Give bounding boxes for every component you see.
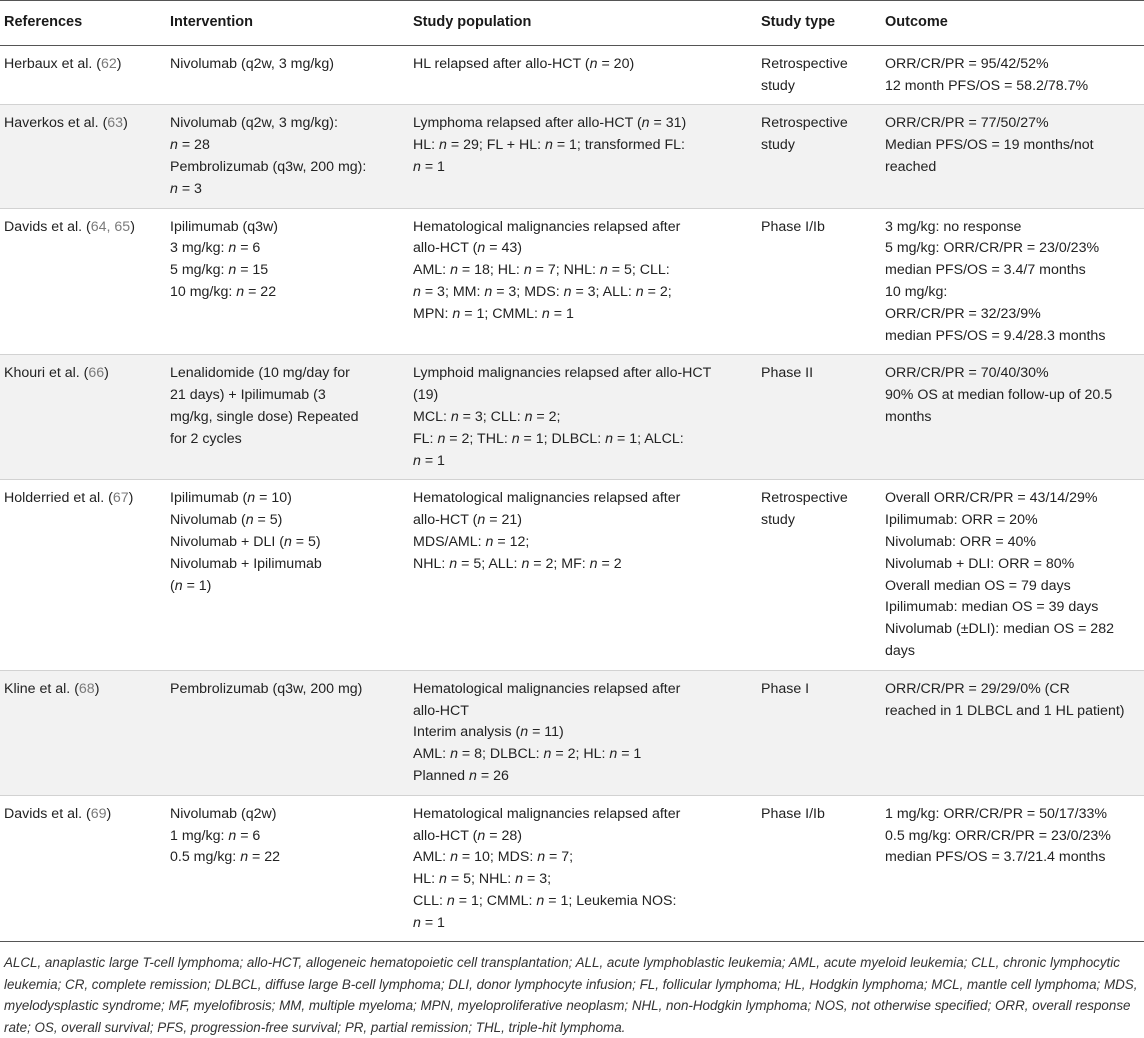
cell-line: median PFS/OS = 3.7/21.4 months bbox=[885, 849, 1106, 866]
intervention-cell bbox=[166, 208, 409, 355]
reference-number-link[interactable]: 66 bbox=[88, 365, 105, 382]
reference-author: Davids et al. ( bbox=[4, 805, 91, 822]
study-type-cell bbox=[757, 208, 881, 355]
cell-line: allo-HCT (n = 43) bbox=[413, 240, 522, 257]
cell-line: ORR/CR/PR = 70/40/30% bbox=[885, 365, 1049, 382]
cell-line: 3 mg/kg: no response bbox=[885, 218, 1022, 235]
cell-line: AML: n = 10; MDS: n = 7; bbox=[413, 849, 574, 866]
cell-line: Nivolumab + DLI (n = 5) bbox=[170, 533, 321, 550]
cell-line: months bbox=[885, 408, 932, 425]
reference-close: ) bbox=[94, 680, 100, 697]
cell-line: 90% OS at median follow-up of 20.5 bbox=[885, 387, 1113, 404]
cell-line: MDS/AML: n = 12; bbox=[413, 533, 530, 550]
reference-close: ) bbox=[104, 365, 109, 382]
reference-close: ) bbox=[116, 55, 122, 72]
intervention-cell bbox=[166, 45, 409, 105]
cell-line: Nivolumab + Ipilimumab bbox=[170, 555, 322, 572]
cell-line: Nivolumab (n = 5) bbox=[170, 512, 283, 529]
reference-author: Holderried et al. ( bbox=[4, 490, 113, 507]
cell-line: Pembrolizumab (q3w, 200 mg) bbox=[170, 680, 363, 697]
cell-line: Hematological malignancies relapsed after bbox=[413, 490, 681, 507]
cell-line: Pembrolizumab (q3w, 200 mg): bbox=[170, 158, 367, 175]
cell-line: Phase II bbox=[761, 365, 814, 382]
cell-line: 5 mg/kg: ORR/CR/PR = 23/0/23% bbox=[885, 240, 1100, 257]
cell-line: reached bbox=[885, 158, 937, 175]
cell-line: Lenalidomide (10 mg/day for bbox=[170, 365, 350, 382]
cell-line: 10 mg/kg: n = 22 bbox=[170, 283, 277, 300]
population-cell bbox=[409, 670, 757, 795]
intervention-cell bbox=[166, 795, 409, 942]
cell-line: Planned n = 26 bbox=[413, 767, 509, 784]
cell-line: Nivolumab + DLI: ORR = 80% bbox=[885, 555, 1075, 572]
outcome-cell bbox=[881, 355, 1144, 480]
reference-number-link[interactable]: 63 bbox=[107, 115, 124, 132]
reference-author: Khouri et al. ( bbox=[4, 365, 89, 382]
intervention-cell bbox=[166, 480, 409, 670]
reference-author: Haverkos et al. ( bbox=[4, 115, 108, 132]
cell-line: Nivolumab: ORR = 40% bbox=[885, 533, 1036, 550]
cell-line: Ipilimumab (q3w) bbox=[170, 218, 279, 235]
cell-line: Nivolumab (q2w, 3 mg/kg) bbox=[170, 55, 335, 72]
cell-line: median PFS/OS = 9.4/28.3 months bbox=[885, 327, 1106, 344]
table-row bbox=[0, 795, 1144, 942]
cell-line: 0.5 mg/kg: n = 22 bbox=[170, 849, 281, 866]
cell-line: Ipilimumab: median OS = 39 days bbox=[885, 599, 1099, 616]
cell-line: 3 mg/kg: n = 6 bbox=[170, 240, 261, 257]
cell-line: AML: n = 8; DLBCL: n = 2; HL: n = 1 bbox=[413, 746, 642, 763]
reference-cell bbox=[0, 355, 166, 480]
intervention-cell bbox=[166, 670, 409, 795]
cell-line: allo-HCT bbox=[413, 702, 469, 719]
study-type-cell bbox=[757, 670, 881, 795]
cell-line: Phase I/Ib bbox=[761, 218, 825, 235]
cell-line: 10 mg/kg: bbox=[885, 283, 948, 300]
study-type-cell bbox=[757, 355, 881, 480]
cell-line: Hematological malignancies relapsed after bbox=[413, 805, 681, 822]
header-references: References bbox=[0, 1, 166, 46]
header-study-population: Study population bbox=[409, 1, 757, 46]
table-body bbox=[0, 45, 1144, 942]
reference-number-link[interactable]: 69 bbox=[90, 805, 107, 822]
population-cell bbox=[409, 480, 757, 670]
cell-line: AML: n = 18; HL: n = 7; NHL: n = 5; CLL: bbox=[413, 262, 670, 279]
cell-line: Nivolumab (q2w, 3 mg/kg): bbox=[170, 115, 338, 132]
cell-line: MPN: n = 1; CMML: n = 1 bbox=[413, 305, 574, 322]
outcome-cell bbox=[881, 105, 1144, 208]
reference-cell bbox=[0, 105, 166, 208]
cell-line: n = 1 bbox=[413, 158, 445, 175]
reference-number-link[interactable]: 67 bbox=[112, 490, 129, 507]
table-row bbox=[0, 355, 1144, 480]
reference-author: Herbaux et al. ( bbox=[4, 55, 101, 72]
intervention-cell bbox=[166, 105, 409, 208]
cell-line: (19) bbox=[413, 387, 439, 404]
cell-line: 5 mg/kg: n = 15 bbox=[170, 262, 269, 279]
cell-line: FL: n = 2; THL: n = 1; DLBCL: n = 1; ALCL: bbox=[413, 430, 684, 447]
cell-line: 1 mg/kg: n = 6 bbox=[170, 827, 261, 844]
table-row bbox=[0, 105, 1144, 208]
cell-line: CLL: n = 1; CMML: n = 1; Leukemia NOS: bbox=[413, 892, 677, 909]
cell-line: Nivolumab (q2w) bbox=[170, 805, 277, 822]
cell-line: Hematological malignancies relapsed after bbox=[413, 680, 681, 697]
cell-line: Retrospective bbox=[761, 115, 848, 132]
cell-line: ORR/CR/PR = 29/29/0% (CR bbox=[885, 680, 1070, 697]
population-cell bbox=[409, 795, 757, 942]
cell-line: reached in 1 DLBCL and 1 HL patient) bbox=[885, 702, 1125, 719]
cell-line: Retrospective bbox=[761, 55, 848, 72]
cell-line: NHL: n = 5; ALL: n = 2; MF: n = 2 bbox=[413, 555, 622, 572]
reference-cell bbox=[0, 795, 166, 942]
study-type-cell bbox=[757, 795, 881, 942]
cell-line: (n = 1) bbox=[170, 577, 212, 594]
study-type-cell bbox=[757, 45, 881, 105]
table-row bbox=[0, 45, 1144, 105]
cell-line: Retrospective bbox=[761, 490, 848, 507]
cell-line: HL: n = 5; NHL: n = 3; bbox=[413, 871, 552, 888]
cell-line: 12 month PFS/OS = 58.2/78.7% bbox=[885, 77, 1089, 94]
outcome-cell bbox=[881, 480, 1144, 670]
cell-line: 0.5 mg/kg: ORR/CR/PR = 23/0/23% bbox=[885, 827, 1111, 844]
study-type-cell bbox=[757, 105, 881, 208]
cell-line: 21 days) + Ipilimumab (3 bbox=[170, 387, 326, 404]
cell-line: Lymphoid malignancies relapsed after allo-HCT bbox=[413, 365, 712, 382]
reference-cell bbox=[0, 45, 166, 105]
reference-close: ) bbox=[106, 805, 112, 822]
table-row bbox=[0, 670, 1144, 795]
cell-line: Nivolumab (±DLI): median OS = 282 bbox=[885, 621, 1114, 638]
table-row bbox=[0, 480, 1144, 670]
population-cell bbox=[409, 208, 757, 355]
cell-line: study bbox=[761, 512, 795, 529]
cell-line: study bbox=[761, 137, 795, 154]
cell-line: Median PFS/OS = 19 months/not bbox=[885, 137, 1094, 154]
cell-line: days bbox=[885, 642, 915, 659]
cell-line: Overall median OS = 79 days bbox=[885, 577, 1071, 594]
cell-line: n = 28 bbox=[170, 137, 210, 154]
reference-number-link[interactable]: 62 bbox=[101, 55, 117, 72]
table-footnote: ALCL, anaplastic large T-cell lymphoma; allo-HCT, allogeneic hematopoietic cell transplantation; ALL, acute lymphoblastic leukemia; AML, acute myeloid leukemia; CLL, chronic lymphocytic leukemia; CR, complete remission; DLBCL, diffuse large B-cell lymphoma; DLI, donor lymphocyte infusion; FL, follicular lymphoma; HL, Hodgkin lymphoma; MCL, mantle cell lymphoma; MDS, myelodysplastic syndrome; MF, myelofibrosis; MM, multiple myeloma; MPN, myeloproliferative neoplasm; NHL, non-Hodgkin lymphoma; NOS, not otherwise specified; ORR, overall response rate; OS, overall survival; PFS, progression-free survival; PR, partial remission; THL, triple-hit lymphoma. bbox=[4, 955, 1138, 1035]
cell-line: Overall ORR/CR/PR = 43/14/29% bbox=[885, 490, 1098, 507]
cell-line: 1 mg/kg: ORR/CR/PR = 50/17/33% bbox=[885, 805, 1107, 822]
reference-close: ) bbox=[123, 115, 128, 132]
reference-number-link[interactable]: 68 bbox=[78, 680, 95, 697]
outcome-cell bbox=[881, 45, 1144, 105]
header-intervention: Intervention bbox=[166, 1, 409, 46]
cell-line: n = 3 bbox=[170, 180, 202, 197]
outcome-cell bbox=[881, 670, 1144, 795]
cell-line: ORR/CR/PR = 95/42/52% bbox=[885, 55, 1049, 72]
outcome-cell bbox=[881, 795, 1144, 942]
outcome-cell bbox=[881, 208, 1144, 355]
cell-line: MCL: n = 3; CLL: n = 2; bbox=[413, 408, 561, 425]
reference-cell bbox=[0, 208, 166, 355]
population-cell bbox=[409, 355, 757, 480]
cell-line: n = 3; MM: n = 3; MDS: n = 3; ALL: n = 2; bbox=[413, 283, 672, 300]
reference-close: ) bbox=[130, 218, 135, 235]
cell-line: Ipilimumab (n = 10) bbox=[170, 490, 292, 507]
cell-line: n = 1 bbox=[413, 914, 445, 931]
cell-line: Interim analysis (n = 11) bbox=[413, 724, 564, 741]
cell-line: Phase I bbox=[761, 680, 810, 697]
cell-line: for 2 cycles bbox=[170, 430, 242, 447]
cell-line: ORR/CR/PR = 32/23/9% bbox=[885, 305, 1041, 322]
population-cell bbox=[409, 45, 757, 105]
cell-line: mg/kg, single dose) Repeated bbox=[170, 408, 359, 425]
study-type-cell bbox=[757, 480, 881, 670]
cell-line: Ipilimumab: ORR = 20% bbox=[885, 512, 1038, 529]
cell-line: HL relapsed after allo-HCT (n = 20) bbox=[413, 55, 635, 72]
cell-line: allo-HCT (n = 28) bbox=[413, 827, 522, 844]
reference-number-link[interactable]: 64, 65 bbox=[90, 218, 131, 235]
reference-author: Davids et al. ( bbox=[4, 218, 91, 235]
cell-line: allo-HCT (n = 21) bbox=[413, 512, 522, 529]
header-outcome: Outcome bbox=[881, 1, 1144, 46]
cell-line: ORR/CR/PR = 77/50/27% bbox=[885, 115, 1049, 132]
table-row bbox=[0, 208, 1144, 355]
cell-line: HL: n = 29; FL + HL: n = 1; transformed FL: bbox=[413, 137, 685, 154]
cell-line: median PFS/OS = 3.4/7 months bbox=[885, 262, 1086, 279]
reference-cell bbox=[0, 670, 166, 795]
cell-line: study bbox=[761, 77, 795, 94]
reference-author: Kline et al. ( bbox=[4, 680, 79, 697]
population-cell bbox=[409, 105, 757, 208]
intervention-cell bbox=[166, 355, 409, 480]
cell-line: n = 1 bbox=[413, 452, 445, 469]
cell-line: Phase I/Ib bbox=[761, 805, 825, 822]
header-row bbox=[0, 1, 1144, 46]
cell-line: Hematological malignancies relapsed after bbox=[413, 218, 681, 235]
reference-close: ) bbox=[128, 490, 134, 507]
reference-cell bbox=[0, 480, 166, 670]
header-study-type: Study type bbox=[757, 1, 881, 46]
cell-line: Lymphoma relapsed after allo-HCT (n = 31) bbox=[413, 115, 687, 132]
